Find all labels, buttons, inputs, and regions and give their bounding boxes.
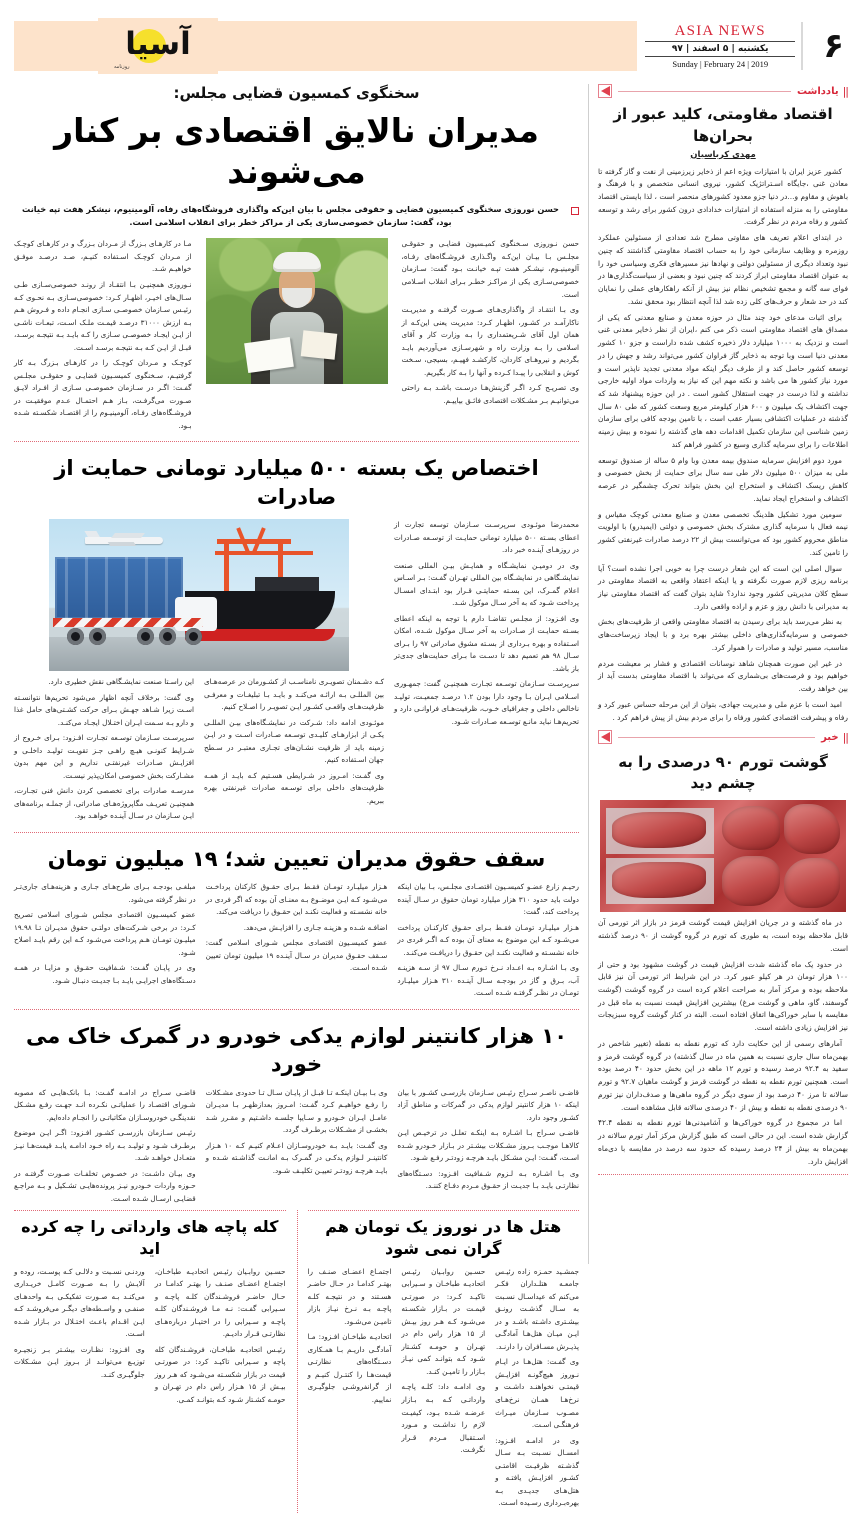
head-meat-columns <box>14 1266 286 1410</box>
news-title: گوشت تورم ۹۰ درصدی را به چشم دید <box>618 753 828 793</box>
note-section-header <box>598 84 848 98</box>
news-section-header <box>598 730 848 744</box>
play-triangle-icon <box>598 730 612 744</box>
customs-col-mid <box>206 1087 388 1209</box>
story-divider <box>14 441 579 442</box>
paragraph: وی تصریـح کـرد اگـر گزینش‌هـا درسـت باشـد بـه راحتی می‌توانیـم بـر مشـکلات اقتصادی فائـق بیاییـم. <box>401 383 579 405</box>
paragraph: وی افـزود: نظـارت بیشـتر بـر زنجیـره توزیـع می‌توانـد از بـروز ایـن مشـکلات جلوگیـری کنـد. <box>14 1344 145 1379</box>
export-story <box>14 448 579 826</box>
paragraph: وی بـا اشـاره بـه لـزوم شـفافیت افـزود: دسـتگاه‌های نظارتـی بایـد بـا جدیـت از حقـوق مـردم دفـاع کننـد. <box>397 1168 579 1191</box>
note-paragraph: در ابتدای اعلام تعریف های مقاوتی مطرح شد تعدادی از مسئولین عملکرد روزمره و وظایف سازمانی خود را به حساب اقتصاد مقاومتی گذاشتند که چنین نبود وتعداد دیگری از مسئولین دولتی و نهادها نیز مسیرهای فکری وسیاسی خود را به عنوان اقتصاد مقاومتی ابراز کردند که چنین نبود و بعضی از سیاست‌گذاری‌ها در فوای سه گانه و مجمع تشخیص نظام نیز بیش از آنکه راهکارهای عملی را نمایان کند در حد شعار و حرف‌های کلی زده شد لذا آنچه انتظار بود محقق نشد. <box>598 233 848 306</box>
date-english: Sunday | February 24 | 2019 <box>672 58 769 69</box>
lead-kicker: سخنگوی کمسیون قضایی مجلس: <box>173 84 420 102</box>
story-divider <box>14 832 579 833</box>
sidebar-main-divider <box>588 84 589 1264</box>
paragraph: وی بیـان داشـت: در خصـوص تخلفـات صـورت گرفتـه در حـوزه واردات خـودرو نیـز پرونده‌هایـی تشـکیل و بـه مراجـع قضایـی ارسـال شـده اسـت. <box>13 1168 196 1203</box>
hotel-headline: هتل ها در نوروز یک تومان هم گران نمی شود <box>325 1217 562 1259</box>
customs-col-left <box>14 1087 196 1209</box>
note-author: مهدی کرباسیان <box>690 149 756 160</box>
lead-columns <box>14 238 579 435</box>
customs-story <box>14 1016 579 1208</box>
paragraph: وی بـا انتقـاد از واگذاری‌هـای صـورت گرفتـه و مدیریـت ناکارآمـد در کشـور، اظهـار کـرد: مدیریت یعنی این‌کـه از همان اول آقای شـریعتمداری را بـه وزارت کار و آقای اسلامی را بـه وزارت راه و شهرسـازی می‌آوردیم بایـد بگردیم و نیروهـای کاردان، کارکشـد فهیـم، بسیجی، سـخت کوش و انقلابی را پیـدا کـرده و آنها را بـه کار بگیریم. <box>401 305 579 377</box>
paragraph: اضافـه شـده و هزینـه جـاری را افزایـش می‌دهد. <box>243 922 388 932</box>
export-col-mid <box>204 676 384 826</box>
paragraph: موئـودی ادامه داد: شـرکت در نمایشـگاه‌های بیـن المللـی یکـی از ابزارهـای کلیـدی توسـعه صـادرات اسـت و در ایـن زمینه باید از ظرفیت نشـان‌های تجـاری معتبـر در سـطح جهان اسـتفاده کنیم. <box>204 717 384 765</box>
paragraph: این راسـتا صنعت نمایشـگاهی نقش خطیری دارد. <box>48 677 194 687</box>
paragraph: محمدرضا موئـودی سرپرسـت سـازمان توسعه تجارت از اعطای بسـته ۵۰۰ میلیارد تومانی حمایـت از توسـعه صـادرات در روزهـای آینـده خبر داد. <box>394 520 579 555</box>
export-col-right <box>394 519 579 826</box>
lead-col-left <box>14 238 192 435</box>
airplane-icon <box>85 531 163 549</box>
note-paragraph: به نظر می‌رسد باید برای رسیدن به اقتصاد مقاومتی واقعی از ظرفیت‌های بخش خصوصی و سرمایه‌گذاری‌های داخلی بیشتر بهره برد و با ایجاد زیرساخت‌های مناسب، مسیر تولید و صادرات را هموار کرد. <box>598 617 848 652</box>
news-body <box>598 917 848 1168</box>
bottom-stories <box>14 1210 579 1512</box>
paragraph: اجتمـاع اعضـای صنـف را بهتـر کدامـا در حـال حاضـر هسـتند و در نتیجـه کلـه پاچـه بـه نـرخ نیـاز بازار تامیـن می‌شـود. <box>307 1266 392 1326</box>
head-meat-headline: کله پاچه های وارداتی را چه کرده اید <box>21 1217 279 1259</box>
paragraph: حسـین روابـیان رئیـس اتحادیـه طباخـان و سـیرابی تاکیـد کـرد: در صورتـی قیمـت در بـازار شکسـته می‌شـود کـه هـر روز بیـش از ۱۵ هزار راس دام در تهـران و حومـه کشـتار شـود کـه بتوانـد کمی نیـاز بـازار را تامیـن کنـد. <box>401 1266 486 1376</box>
salary-col-right <box>397 881 579 1003</box>
paragraph: سرپرسـت سـازمان توسـعه تجـارت همچنیـن گفت: جمهـوری اسـلامی ایـران بـا وجود دارا بودن ۱.۲ درصـد جمعیـت، تولیـد ناخالص داخلی و جغرافیای خـوب، ظرفیت‌هـای فراوانـی دارد و تحریم‌هـا نباید مانـع توسـعه صـادرات شـود. <box>394 679 579 726</box>
customs-col-right <box>397 1087 579 1209</box>
paragraph: هـزار میلیـارد تومـان فقـط بـرای حقـوق کارکنان پرداخـت می‌شـود کـه ایـن موضـوع بـه معنـای آن بوده که اگر فردی در خانه نشسـته و فعالیت نکنـد این حقـوق را دریافت می‌کند. <box>205 882 388 917</box>
paragraph: وی گفـت: امـروز در شـرایطی هسـتیم کـه بایـد از همـه ظرفیت‌های داخلی برای توسـعه صادرات غیرنفتی بهره ببریم. <box>204 770 384 805</box>
note-section-label: یادداشت <box>796 85 839 97</box>
masthead-divider <box>801 22 803 70</box>
news-paragraph: در حدود یک ماه گذشته شدت افزایش قیمت در گوشت مشهود بود و حتی از ۱۰۰ هزار تومان در هر کیلو عبور کرد. در این شرایط اثر تورمی آن نیز قابل ملاحظه بوده و مرکز آمار به صراحت اعلام کرده است در گروه گوشت (گوشت گوسفند، گاو، ماهی و گوشت مرغ) بیشترین افزایش قیمت نسبت به ماه قبل در مقایسه با سایر خوراکی‌ها اتفاق افتاده است. البته در کنار گوشت گروه سبزیجات نیز افزایش زیادی داشته است. <box>598 959 848 1033</box>
paragraph: قاضـی سـراج در ادامـه گفـت: بـا بانک‌هایـی که مصوبه شـورای اقتصـاد را عملیاتـی نکـرده انـد جهـت رفـع مشـکل نقدینگـی خودروسـازان مکاتباتـی را انجـام داده‌ایم. <box>13 1087 196 1122</box>
paragraph: رئیـس اتحادیـه طباخـان، فروشـندگان کله پاچه و سـیرابی تاکیـد کرد: در صورتـی قیمت در بازار شکسـته می‌شـود که هـر روز بیـش از ۱۵ هـزار راس دام در تهـران و حومـه کشـتار شـود کـه بتوانـد کمـی. <box>154 1344 286 1404</box>
lead-col-right <box>402 238 580 435</box>
salary-headline: سقف حقوق مدیران تعیین شد؛ ۱۹ میلیون تومان <box>47 846 546 871</box>
paragraph: وی گفـت: بایـد بـه خودروسـازان اعـلام کنیـم کـه ۱۰ هـزار کانتینـر لـوازم یدکـی در گمـرک بـه امانـت گذاشـته شـده و بایـد هرچـه زودتـر تعییـن تکلیـف شـود. <box>205 1140 388 1175</box>
section-bars-icon: || <box>842 730 848 744</box>
paragraph: اتحادیـه طباخـان افـزود: مـا آمادگـی داریـم بـا همـکاری دسـتگاه‌های نظارتـی قیمت‌هـا را کنتـرل کنیـم و از گرانفروشـی جلوگیـری نماییم. <box>307 1332 392 1404</box>
export-photo-and-text <box>14 519 384 826</box>
brand-name-en: ASIA NEWS <box>674 23 766 40</box>
export-subcolumns <box>14 676 384 826</box>
note-paragraph: امید است با عزم ملی و مدیریت جهادی، بتوان از این مرحله حساس عبور کرد و رفاه و پیشرفت اقتصادی کشور ورفاه را برای مردم بیش از پیش فراهم کرد . <box>598 699 848 722</box>
masthead-right <box>809 18 852 74</box>
hotel-col-mid <box>401 1266 485 1513</box>
head-meat-col-right <box>155 1266 286 1410</box>
customs-headline: ۱۰ هزار کانتینر لوازم یدکی خودرو در گمرک خاک می خورد <box>25 1024 568 1077</box>
salary-col-mid <box>206 881 388 1003</box>
paragraph: وی ادامـه داد: کلـه پاچـه وارداتـی کـه بـه بـازار عرضـه شـده بـود، کیفیـت لازم را نداشـت و مـورد اسـتقبال مـردم قـرار نگرفـت. <box>401 1382 486 1455</box>
page-body <box>13 84 852 1508</box>
masthead-color-band <box>218 21 637 71</box>
bottom-stories-divider <box>296 1210 298 1512</box>
page-number: ۶ <box>823 26 844 66</box>
paragraph: کـه دشـمنان تصویـری نامناسـب از کشـورمان در عرصه‌هـای بین المللـی بـه ارائـه می‌کنـد و بایـد بـا تبلیغـات و معرفـی ظرفیت‌هـای واقعـی کشـور ایـن تصویـر را اصـلاح کنیم. <box>204 677 384 712</box>
play-triangle-icon <box>598 84 612 98</box>
shipping-port-photo <box>49 519 349 671</box>
paragraph: وی بـا اشـاره بـه اعـداد نـرخ تـورم سـال ۹۷ از سـه هزینـه آب، بـرق و گاز در بودجـه سـال آینـده ۳۱۰ هـزار میلیـارد تومـان در نظـر گرفتـه شـده اسـت. <box>397 963 580 998</box>
paragraph: حسـین روابـیان رئیـس اتحادیـه طباخـان، اجتمـاع اعضـای صنـف را بهتـر کدامـا در حـال حاضـر فروشـندگان کلـه پاچـه و سـیرابی گفـت: نـه مـا فروشـندگان کلـه پاچـه و سـیرابی را در اختیـار درباره‌هـای نظارتـی قـرار دادیـم. <box>154 1266 286 1339</box>
bullet-square-icon <box>571 207 579 215</box>
export-headline: اختصاص یک بسته ۵۰۰ میلیارد تومانی حمایت از صادرات <box>54 456 539 509</box>
head-meat-col-left <box>14 1266 145 1410</box>
paragraph: وی گفـت: هتل‌هـا در ایـام نـوروز هیچ‌گونـه افزایـش قیمتـی نخواهنـد داشـت و نرخ‌هـا همـان نرخ‌هـای مصـوب سـازمان میـراث فرهنگـی اسـت. <box>495 1357 579 1430</box>
paragraph: قاضـی ناصـر سـراج رئیـس سـازمان بازرسـی کشـور با بیان اینکه ۱۰ هزار کانتینر لوازم یدکی در گمرکات و مناطق آزاد کشـور وجود دارد. <box>397 1087 580 1122</box>
date-persian: یکشنبه | ۵ اسفند | ۹۷ <box>645 41 795 57</box>
news-paragraph: در ماه گذشته و در جریان افزایش قیمت گوشت قرمز در بازار اثر تورمی آن قابل ملاحظه بوده است، به طوری که تورم در گروه گوشت از ۹۰ درصد گذشته است. <box>598 918 848 953</box>
hotel-col-left <box>308 1266 392 1513</box>
note-paragraph: مورد دوم افزایش سرمایه صندوق بیمه معدن وبا وام ۵ ساله از صندوق توسعه ملی به میزان ۵۰۰ میلیون دلار طی سه سال برای حمایت از بخش خصوصی و کاهش ریسک اکتشاف و استخراج این بخش بتواند تحرک چشمگیر در عرصه اکتشاف و استخراج ایجاد نماید. <box>598 455 848 503</box>
salary-columns <box>14 881 579 1003</box>
hotel-story <box>308 1210 580 1512</box>
section-rule <box>618 737 815 738</box>
paragraph: وی در دومیـن نمایشـگاه و همایـش بیـن المللی صنعت نمایشـگاهی در نمایشـگاه بین المللی تهـران گفـت: بـر اسـاس اعلام گمـرک، این بسـته حمایتـی قـرار بود ابتـدای امسـال پرداخت شـود که به آخر سـال موکول شـد. <box>394 560 579 608</box>
section-rule <box>618 91 791 92</box>
paragraph: هـزار میلیـارد تومـان فقـط بـرای حقـوق کارکنـان پرداخت می‌شـود کـه این موضوع به معنای آن بوده کـه اگـر فردی در خانه نشسـته و فعالیت نکنـد این حقـوق را دریافـت می‌کنـد. <box>397 922 579 957</box>
lead-photo-col <box>202 238 392 435</box>
head-meat-story <box>14 1210 286 1512</box>
paragraph: عضو کمیسـیون اقتصادی مجلس شـورای اسلامی گفت: سـقف حقـوق مدیران در سـال آینـده ۱۹ میلیون تومان تعیین شـده اسـت. <box>205 938 388 973</box>
news-section-label: خبر <box>821 731 839 743</box>
logo-text: آسیا <box>125 25 191 62</box>
paragraph: سرپرسـت سـازمان توسـعه تجـارت افـزود: بـرای خـروج از شـرایط کنونـی هیـچ راهـی جـز تقویـت تولیـد داخلـی و افزایـش صـادرات غیرنفتـی نداریم و این مهم بدون مشـارکت بخش خصوصی امکان‌پذیر نیسـت. <box>14 733 194 780</box>
masthead-left-band <box>14 21 98 71</box>
paragraph: قاضـی سـراج بـا اشـاره بـه اینکـه تعلـل در ترخیـص ایـن کالاهـا موجـب بـروز مشـکلات بیشـتر در بـازار خـودرو شـده اسـت، گفـت: ایـن مشـکل بایـد هرچـه زودتـر رفـع شـود. <box>397 1128 579 1163</box>
paragraph: رئیـس سـازمان بازرسـی کشـور افـزود: اگـر ایـن موضوع برطـرف شـود و تولیـد بـه راه خـود ادامـه یابـد قیمت‌هـا نیـز متعـادل خواهـد شـد. <box>13 1128 196 1163</box>
meat-photo <box>600 800 846 912</box>
note-paragraph: سوال اصلی این است که این شعار درست چرا به خوبی اجرا نشده است؟ آیا برنامه ریزی لازم صورت نگرفته و یا اینکه اعتقاد واقعی به اقتصاد مقاومتی در سطح کلان مدیریتی کشور وجود ندارد؟ شاید بتوان گفت که اقتصاد مقاومتی نیاز به مدیرانی با دانش روز و عزم و اراده واقعی دارد. <box>598 563 848 611</box>
paragraph: وی در پایـان گفـت: شـفافیت حقـوق و مزایـا در همـه دسـتگاه‌های اجرایـی بایـد بـا جدیـت دنبـال شـود. <box>13 963 196 985</box>
note-paragraph: سومین مورد تشکیل هلدینگ تخصصی معدن و صنایع معدنی کوچک مقیاس و نیمه فعال با سرمایه گذاری مشترک بخش خصوصی و دولتی (ایمیدرو) با اولویت مناطق محروم کشور بود که می‌توانست بیش از ۲۲ درصد صادرات غیرنفتی کشور را تامین کند. <box>598 509 849 557</box>
paragraph: مبلغـی بودجـه بـرای طرح‌هـای جـاری و هزینه‌هـای جاری‌تـر در نظر گرفته می‌شود. <box>13 882 196 904</box>
masthead <box>14 18 852 74</box>
sidebar-bottom-divider <box>598 1174 848 1175</box>
paragraph: نـوروزی همچنیـن بـا انتقـاد از رونـد خصوصی‌سـازی طـی سـال‌های اخیـر، اظهـار کـرد: خصوصی‌سـازی بـه نحـوی کـه رئیـس سـازمان خصوصـی سـازی انجـام داده و فـروش هـم بـه ارزش ۳۱۰۰۰ درصـد قیمـت ملـک اسـت، تبعـات ناشـی از ایـن ایجـاد خصوصـی سـازی را کـه بایـد بـه نتیجـه برسـد، قبـل از ایـن کـه بـه نتیجـه برسـد اسـت. <box>14 279 192 352</box>
export-columns <box>14 519 579 826</box>
hotel-columns <box>308 1266 580 1513</box>
story-divider <box>14 1210 286 1211</box>
note-paragraph: برای اثبات مدعای خود چند مثال در حوزه معدن و صنایع معدنی که یکی از مصداق های اقتصاد مقاومتی است ذکر می کنم ،ایران از نظر ذخایر معدنی غنی است و نزدیک به ۱۰۰۰ میلیارد دلار ذخیره کشف شده داراست و جزو ۱۰ کشور معدنی دنیا است وبا توجه به ذخایر گاز فراوان کشور می‌تواند رشد و جهش را در توسعه کشور حاصل کند و از طرف دیگر اینکه مواد معدنی تجدید ناپذیر است و مورد نیاز کشور ها می باشد و نکته مهم این که نیاز به واردات مواد اولیه خارجی نداشته و لذا درست در جهت استقلال کشور است . در این حوزه پیشنهاد شد که جهت اکتشاف یک میلیون و ۶۰۰ هزار کیلومتر مربع وسعت کشور که طی ۸۰ سال گذشته در عملیات اکتشافی بسیار عقب است ، با تامین بودجه کافی برای سازمان زمین شناسی این سازمان تکمیل اقدامات دهه های گذشته را نموده و بیش زمینه اطلاعات را برای سرمایه گذاری وسیع در کشور فراهم کند <box>598 312 848 449</box>
paragraph: مـا در کارهـای بـزرگ از مـردان بـزرگ و در کارهـای کوچـک از مـردان کوچـک اسـتفاده کنیـم، صـد درصـد موفـق خواهیـم شـد. <box>14 239 192 274</box>
salary-story <box>14 839 579 1003</box>
paragraph: وی در ادامـه افـزود: امسـال نسـبت بـه سـال گذشـته ظرفیـت اقامتـی کشـور افزایـش یافتـه و هتل‌هـای جدیـدی بـه بهره‌بـرداری رسـیده اسـت. <box>495 1435 579 1508</box>
story-divider <box>308 1210 580 1211</box>
note-paragraph: کشور عزیز ایران با امتیازات ویژه اعم از ذخایر زیرزمینی از نفت و گاز گرفته تا معادن غنی ،جایگاه اسـتراتژیک کشور، نیروی انسانی متخصص و با فرهنگ و باهوش و مقاوم و...در دنیا جزو معدود کشورهای منحصر است ، لذا بایستی اقتصاد مقاومتی را به منزله استفاده از امتیازات خدادادی درون کشور برای رشد و توسعه کشور و رفاه مردم در نظر گرفت. <box>598 166 848 227</box>
newspaper-page <box>0 18 866 1508</box>
story-divider <box>14 1009 579 1010</box>
logo-subtext: روزنامه <box>114 64 130 70</box>
paragraph: کوچـک و مـردان کوچـک را در کارهـای بـزرگ بـه کار گرفتیـم، سـخنگوی کمیسـیون قضایـی و حقوقـی مجلـس گفـت: اگـر در سـازمان خصوصـی سـازی از افـراد لایـق صـورت می‌گرفـت، بـاز هـم احتمـال عـدم موفقیـت در فروشـگاه‌های رفـاه، آلومینیـوم را از اقتصـاد شکسـته شـده بـود. <box>14 358 192 430</box>
lead-headline: مدیران نالایق اقتصادی بر کنار می‌شوند <box>54 111 539 192</box>
newspaper-logo <box>98 18 218 74</box>
paragraph: وردنـی نسـبت و دلالـی کـه پوسـت، روده و آلایـش را بـه صـورت کامـل خریـداری می‌کنـد بـه صـورت تفکیکـی بـه واحدهـای صنفـی و واسـطه‌های دیگـر می‌فروشـد کـه ایـن اقـدام باعـث اختـلال در بـازار شـده اسـت. <box>14 1266 145 1339</box>
paragraph: مدرسـه صادرات برای تخصصی کردن دانش فنی تجـارت، همچنیـن تعریـف مگاپروژه‌هـای صادراتی، از جملـه برنامه‌های ایـن سـازمان در سـال آینـده خواهـد بود. <box>14 786 194 821</box>
news-paragraph: اما در مجموع در گروه خوراکی‌ها و آشامیدنی‌ها تورم نقطه به نقطه ۴۲.۴ گزارش شده است. این در حالی است که طبق گزارش مرکز آمار تورم سالانه در بهمن‌ماه به بیش از ۲۴ درصد رسیده که حدود سه درصد در مقایسه با دی‌ماه افزایش دارد. <box>598 1118 848 1166</box>
main-content <box>13 84 580 1508</box>
paragraph: وی بـا بیـان اینکـه تـا قبـل از پایـان سـال تـا حدودی مشـکلات را رفـع خواهیـم کـرد گفـت: امـروز بعدازظهـر بـا مدیـران عامـل ایـران خـودرو و سـایپا جلسـه داشـتیم و مقـرر شـد بخشـی از مشـکلات برطـرف گردد. <box>205 1087 388 1135</box>
note-body <box>598 166 848 725</box>
paragraph: حسن نـوروزی سـخنگوی کمیـسیون قضایـی و حقوقـی مجلـس بـا بیـان این‌کـه واگـذاری فروشـگاه‌های رفـاه، آلومینیـوم، نیشـکر هفت تپـه خیانـت بـود گفت: سـازمان خصوصی‌سـازی یکی از مراکـز خطـر بـرای انقلاب اسـلامی است. <box>401 239 579 299</box>
hotel-col-right <box>495 1266 579 1513</box>
note-paragraph: در غیر این صورت همچنان شاهد نوسانات اقتصادی و فشار بر معیشت مردم خواهیم بود و فرصت‌های بی‌شماری که می‌تواند با اقتصاد مقاومتی بدست آید از بین خواهد رفت. <box>598 658 848 694</box>
section-bars-icon: || <box>842 84 848 98</box>
news-paragraph: آمارهای رسمی از این حکایت دارد که تورم نقطه به نقطه (تغییر شاخص در بهمن‌ماه سال جاری نسبت به همین ماه در سال گذشته) در گروه گوشت قرمز و سفید به ۹۲.۴ درصد رسیده و تورم ۱۲ ماهه در این بخش حدود ۴۰ درصد بوده است. همچنین تورم نقطه به نقطه در گوشت قرمز و گوشت ماهیان ۹۲.۷ و تورم سالانه تا مرز ۴۰ درصد بود از سوی دیگر در گروه ماهی‌ها و صدف‌داران نیز تورم ۹۰ درصدی نقطه به نقطه و بیش از ۴۰ درصدی سالانه قابل مشاهده است. <box>598 1038 848 1112</box>
cleric-photo <box>206 238 388 384</box>
lead-story <box>14 84 579 435</box>
masthead-meta <box>645 18 795 74</box>
lead-lede-text: حسن نوروزی سخنگوی کمیسیون قضایی و حقوقی مجلس با بیان این‌که واگذاری فروشگاه‌های رفاه، آلومینیوم، نیشکر هفت تپه خیانت بود، گفت: سازمان خصوصی‌سازی یکی از مراکز خطر برای انقلاب اسلامی است. <box>22 203 559 228</box>
paragraph: وی افـزود: از مجلـس تقاضـا دارم با توجه به اینکه اعطای بسـته حمایـت از صـادرات به آخر سـال موکول شـده، امکان اسـتفاده و بهره بـرداری از بسـته مشوق صادراتی ۹۷ را بـرای سـال ۹۸ هم تعمیم دهد تا دسـت ما بـرای حمایت‌های جدی‌تر باز باشد. <box>394 613 580 673</box>
note-title: اقتصاد مقاومتی، کلید عبور از بحران‌ها <box>613 105 833 145</box>
paragraph: وی گفت: برخلاف آنچه اظهار می‌شود تحریم‌ها نتوانسـته اسـت زیرا شـاهد جهـش بـرای حرکت کشـتی‌های حامل غذا و دارو بـه سـمت ایـران اختـلال ایجـاد می‌کنـد. <box>14 692 194 727</box>
sidebar <box>598 84 852 1264</box>
paragraph: جمشـید حمـزه زاده رئیـس جامعـه هتلـداران فکـر می‌کنم که عیداسـال نسـبت به سـال گذشـت رونـق بیشـتری داشـته باشـد و در ایـن میـان هتل‌هـا آمادگـی پذیـرش مسـافران را دارنـد. <box>495 1266 579 1351</box>
customs-columns <box>14 1087 579 1209</box>
paragraph: رحیـم زارع عضـو کمیسـیون اقتصـادی مجلـس، بـا بیان اینکه دولت باید حدود ۳۱۰ هزار میلیارد تومان حقوق در سـال آینده پرداخت کند، گفت: <box>397 882 579 917</box>
salary-col-left <box>14 881 196 1003</box>
paragraph: عضو کمیسـیون اقتصادی مجلس شـورای اسلامی تصریح کـرد: در برخی شـرکت‌های دولتـی حقوق مدیـران تـا ۱۹.۹۸ میلیـون تومـان هـم پرداخت می‌شـود کـه این رقم بایـد اصلاح شـود. <box>13 910 196 957</box>
export-col-left <box>14 676 194 826</box>
lead-lede <box>14 203 579 231</box>
